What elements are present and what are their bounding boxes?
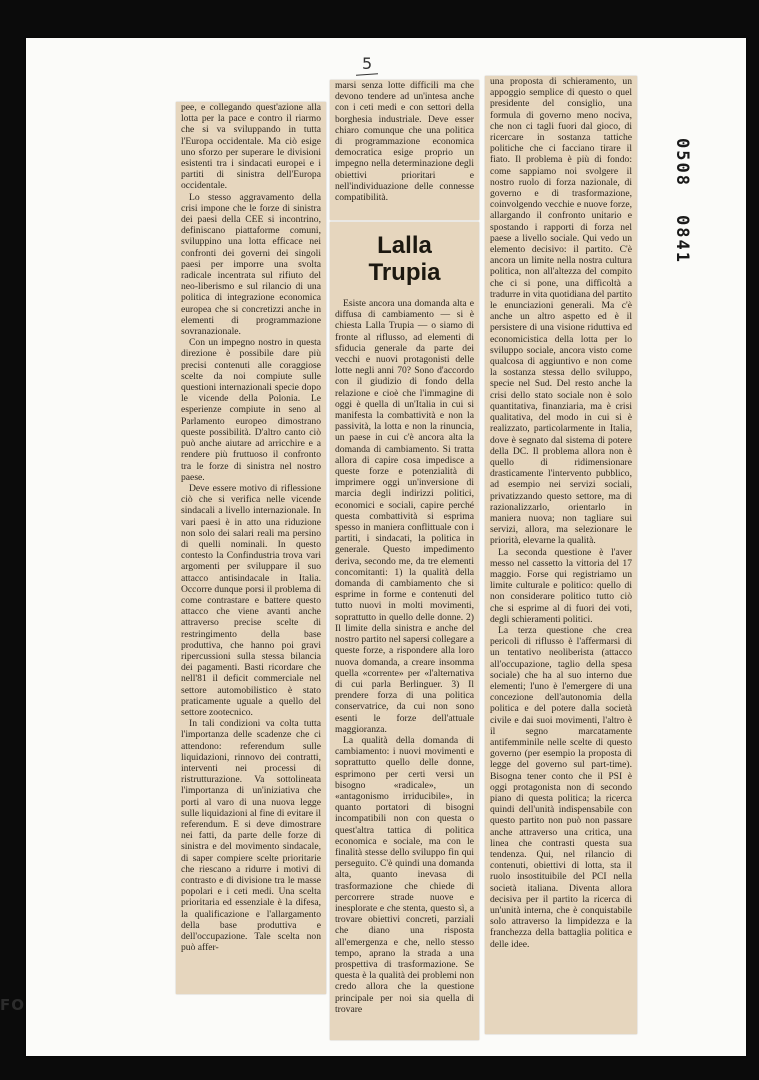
col2-top-paragraph: marsi senza lotte difficili ma che devono tendere ad un'intesa anche con i ceti medi e con settori della borghesia industriale. Deve esser chiaro comunque che una politica di programmazione economica democratica esige proprio un impegno nella determinazione degli obiettivi prioritari e nell'individuazione delle connesse compatibilità. xyxy=(335,80,474,204)
col1-paragraph: Lo stesso aggravamento della crisi impone che le forze di sinistra dei paesi della CEE si incontrino, definiscano piattaforme comuni, sviluppino una lotta efficace nei confronti dei governi dei singoli paesi per imporre una svolta radicale incentrata sul rifiuto del neo-liberismo e sul rilancio di una politica di integrazione economica europea che si concretizzi anche in elementi di programmazione sovranazionale. xyxy=(181,191,321,338)
stamp-code-b: 0841 xyxy=(672,214,692,264)
col1-paragraph: In tali condizioni va colta tutta l'importanza delle scadenze che ci attendono: referendum sulle liquidazioni, rinnovo dei contratti, interventi nei processi di ristrutturazione. Va sottolineata l'importanza di un'iniziativa che porti al varo di una nuova legge sulle liquidazioni al fine di evitare il referendum. E si deve dimostrare nei fatti, da parte delle forze di sinistra e del movimento sindacale, di saper compiere scelte prioritarie che riescano a ridurre i motivi di contrasto e di divisione tra le masse popolari e i ceti medi. Una scelta prioritaria ed essenziale è la difesa, la qualificazione e l'allargamento della base produttiva e dell'occupazione. Tale scelta non può affer- xyxy=(181,718,321,954)
clipping-column-2-top xyxy=(330,80,479,220)
col3-paragraph: La terza questione che crea pericoli di riflusso è l'affermarsi di un tentativo neoliberista (attacco all'occupazione, taglio della spesa sociale) che ha al suo interno due elementi; l'uno è l'emergere di una concezione dell'autonomia della politica e del potere dalla società civile e dai suoi movimenti, l'altro è il segno marcatamente antifemminile nelle scelte di questo governo (per esempio la proposta di legge del governo sul part-time). Bisogna tener conto che il PSI è oggi protagonista non di secondo piano di questa politica; la ricerca quindi dell'unità indispensabile con questo partito non può non passare anche attraverso una critica, una linea che contrasti questa sua tendenza. Qui, nel rilancio di contenuti, obiettivi di lotta, sta il ruolo insostituibile del PCI nella società italiana. Diventa allora decisiva per il partito la ricerca di un'unità interna, che è conquistabile solo attraverso la limpidezza e la franchezza della battaglia politica e delle idee. xyxy=(490,624,632,950)
headline-line-1: Lalla xyxy=(377,232,432,259)
page-number: 5 xyxy=(362,54,373,73)
watermark: FO xyxy=(0,996,25,1014)
col1-paragraph: Deve essere motivo di riflessione ciò che si verifica nelle vicende sindacali a livello internazionale. In vari paesi è in atto una riduzione non solo dei salari reali ma persino di quelli nominali. In questo contesto la Confindustria trova vari argomenti per sviluppare il suo attacco antisindacale in Italia. Occorre dunque porsi il problema di come contrastare e battere questo attacco che viene avanti anche attraverso precise scelte di restringimento della base produttiva, che hanno poi gravi ripercussioni sulla stessa bilancia dei pagamenti. Basti ricordare che nell'81 il deficit commerciale nel settore automobilistico è stato praticamente uguale a quello del settore zootecnico. xyxy=(181,482,321,718)
col2-paragraph: Esiste ancora una domanda alta e diffusa di cambiamento — si è chiesta Lalla Trupia — o siamo di fronte al riflusso, ad elementi di sfiducia generale da parte dei vecchi e nuovi protagonisti delle lotte negli anni 70? Sono d'accordo con il giudizio di fondo della relazione e cioè che l'immagine di oggi è quella di un'Italia in cui si manifesta la combattività e non la passività, la lotta e non la rinuncia, un paese in cui c'è ancora alta la domanda di cambiamento. Si tratta allora di capire cosa impedisce a queste forze e potenzialità di imprimere oggi un'inversione di marcia degli indirizzi politici, economici e sociali, capire perché questa combattività si esprima spesso in maniera conflittuale con i partiti, i sindacati, la politica in generale. Questo impedimento deriva, secondo me, da tre elementi concomitanti: 1) la qualità della domanda di cambiamento che si esprime in forme e contenuti del tutto nuovi in molti movimenti, soprattutto in quello delle donne. 2) Il limite della sinistra e anche del nostro partito nel sapersi collegare a queste forze, a rispondere alla loro nuova domanda, a creare insomma quella «corrente» per «l'alternativa di cui parla Berlinguer. 3) Il prendere forza di una politica conservatrice, da cui non sono esenti le forze dell'attuale maggioranza. xyxy=(335,298,474,735)
stamp-code-a: 0508 xyxy=(672,138,692,187)
article-headline xyxy=(330,232,479,286)
col3-paragraph: La seconda questione è l'aver messo nel cassetto la vittoria del 17 maggio. Forse qui registriamo un limite culturale e politico: quello di non considerare politico tutto ciò che si esprime al di fuori dei voti, degli schieramenti politici. xyxy=(490,546,632,625)
clipping-column-2 xyxy=(330,222,479,1040)
headline-line-2: Trupia xyxy=(368,259,441,286)
col1-paragraph: Con un impegno nostro in questa direzione è possibile dare più precisi contenuti alle coraggiose scelte da noi compiute sulle questioni internazionali specie dopo le vicende della Polonia. Le esperienze compiute in seno al Parlamento europeo dimostrano queste possibilità. D'altro canto ciò può anche aiutare ad arricchire e a rendere più fruttuoso il confronto tra le forze di sinistra nel nostro paese. xyxy=(181,337,321,483)
clipping-column-3 xyxy=(485,76,637,1034)
clipping-column-1 xyxy=(176,102,326,994)
col1-paragraph: pee, e collegando quest'azione alla lotta per la pace e contro il riarmo che si va sviluppando in tutta l'Europa occidentale. Ma ciò esige uno sforzo per superare le divisioni esistenti tra i sindacati europei e i partiti di sinistra dell'Europa occidentale. xyxy=(181,102,321,192)
col3-paragraph: una proposta di schieramento, un appoggio semplice di questo o quel presidente del consiglio, una formula di governo meno nociva, che non ci tagli fuori dal gioco, di ricercare in sostanza tattiche politiche che ci facciano tirare il fiato. Il problema è più di fondo: come sappiamo noi svolgere il nostro ruolo di forza nazionale, di governo e di trasformazione, coinvolgendo vecchie e nuove forze, allargando il confronto unitario e spostando i rapporti di forza nel paese a livello sociale. Qui vedo un elemento decisivo: il partito. C'è ancora un limite nella nostra cultura politica, non all'altezza del compito che ci si pone, una difficoltà a tradurre in vita quotidiana del partito le enunciazioni generali. Ma c'è anche un altro aspetto ed è il persistere di una visione riduttiva ed economicistica della lotta per lo sviluppo sociale, ancora visto come qualcosa di aggiuntivo e non come la sostanza stessa dello sviluppo, specie nel Sud. Del resto anche la crisi dello stato sociale non è solo quantitativa, finanziaria, ma è crisi qualitativa, del modo in cui si è realizzato, particolarmente in Italia, dove è segnato dal sistema di potere della DC. Il problema allora non è quello di ridimensionare drasticamente l'intervento pubblico, ad esempio nei servizi sociali, privatizzando questo settore, ma di razionalizzarlo, orientarlo in maniera nuova; non tagliare sui servizi, allora, ma selezionare le priorità, elevarne la qualità. xyxy=(490,76,632,547)
col2-paragraph: La qualità della domanda di cambiamento: i nuovi movimenti e soprattutto quello delle donne, esprimono per certi versi un bisogno «radicale», un «antagonismo irriducibile», in quanto portatori di bisogni incompatibili non con questa o quest'altra tattica di politica economica e sociale, ma con le finalità stesse dello sviluppo fin qui perseguito. C'è quindi una domanda alta, quanto inevasa di trasformazione che chiede di percorrere strade nuove e inesplorate e che stenta, questo sì, a trovare obiettivi concreti, parziali che diano una risposta all'emergenza e che, nello stesso tempo, aprano la strada a una prospettiva di trasformazione. Se questa è la qualità dei problemi non credo allora che la questione principale per noi sia quella di trovare xyxy=(335,734,474,1015)
archive-stamp xyxy=(652,138,692,288)
